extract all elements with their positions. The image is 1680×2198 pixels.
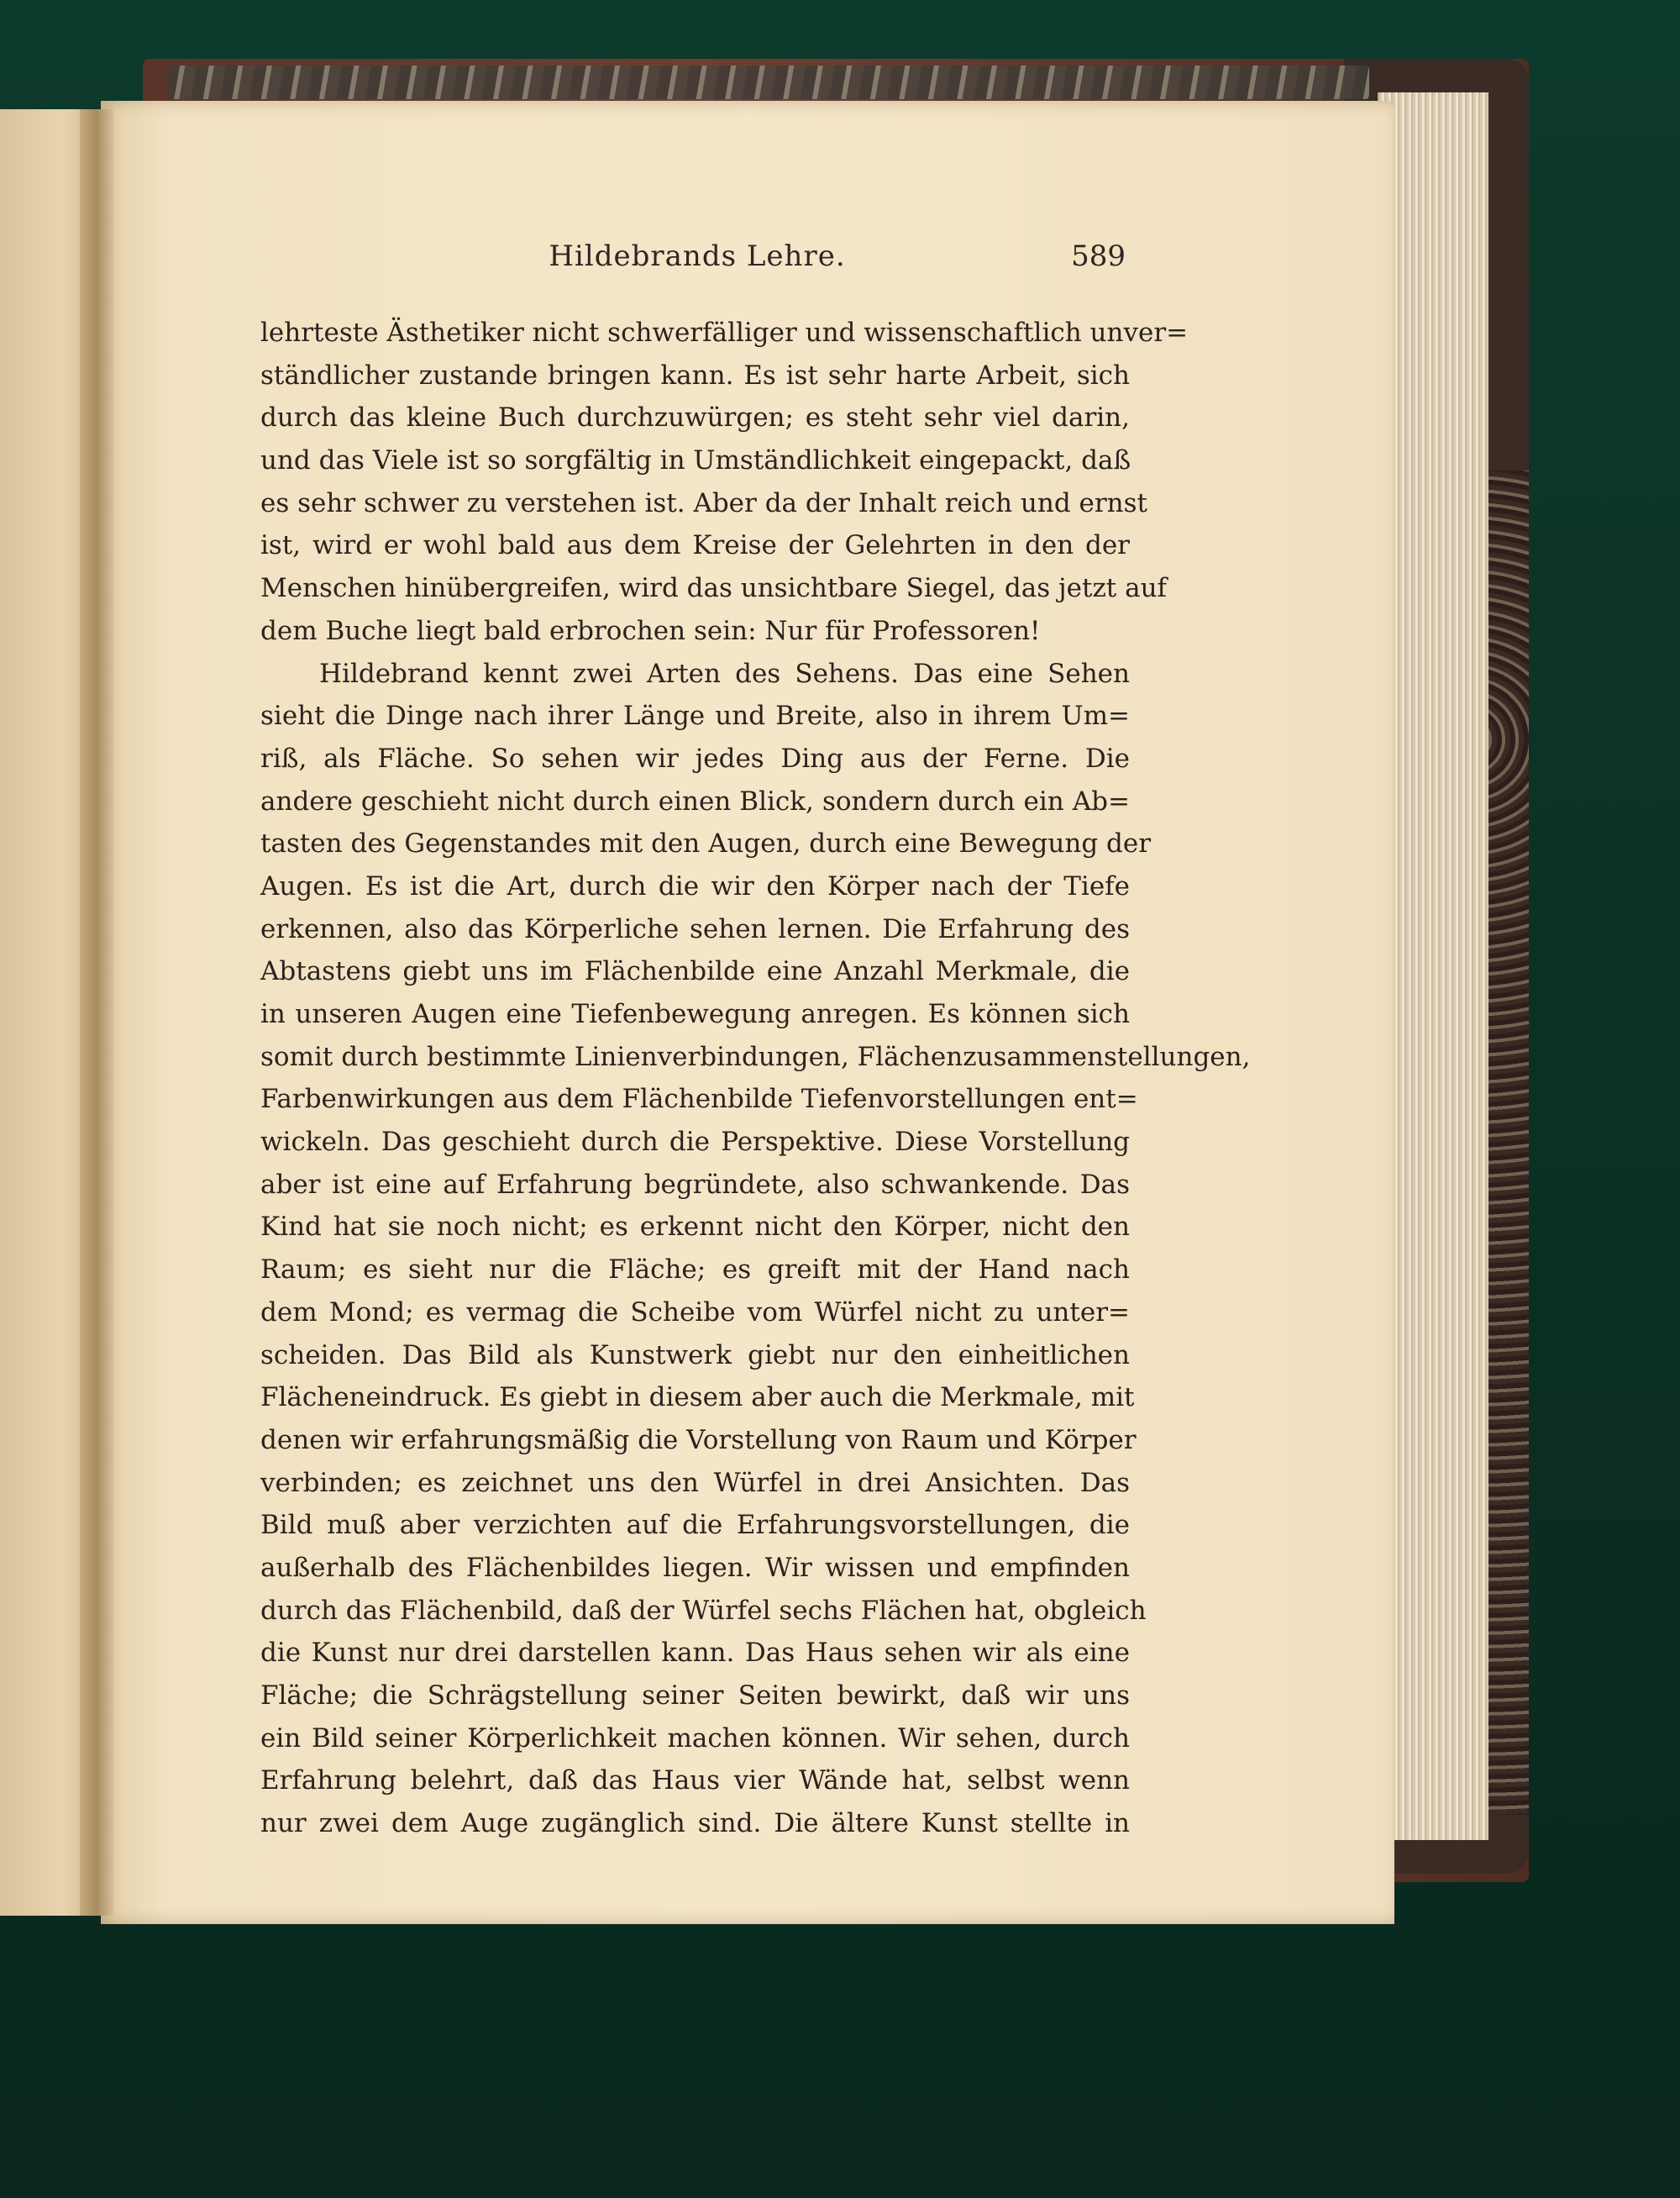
text-line: sieht die Dinge nach ihrer Länge und Breite, also in ihrem Um=: [260, 701, 1130, 732]
text-line: somit durch bestimmte Linienverbindungen, Flächenzusammenstellungen,: [260, 1041, 1251, 1072]
text-line: Farbenwirkungen aus dem Flächenbilde Tiefenvorstellungen ent=: [260, 1084, 1138, 1115]
text-line: riß, als Fläche. So sehen wir jedes Ding aus der Ferne. Die: [260, 743, 1130, 774]
text-line: denen wir erfahrungsmäßig die Vorstellung von Raum und Körper: [260, 1424, 1137, 1455]
text-line: dem Buche liegt bald erbrochen sein: Nur für Professoren!: [260, 615, 1041, 646]
marbled-top-edge: [168, 66, 1369, 99]
text-line: tasten des Gegenstandes mit den Augen, durch eine Bewegung der: [260, 828, 1152, 860]
text-line: nur zwei dem Auge zugänglich sind. Die ältere Kunst stellte in: [260, 1808, 1130, 1839]
text-line: Raum; es sieht nur die Fläche; es greift mit der Hand nach: [260, 1254, 1130, 1286]
text-line: ständlicher zustande bringen kann. Es ist sehr harte Arbeit, sich: [260, 360, 1130, 391]
text-line: es sehr schwer zu verstehen ist. Aber da der Inhalt reich und ernst: [260, 487, 1148, 518]
body-text: [260, 312, 1251, 1845]
text-line: aber ist eine auf Erfahrung begründete, also schwankende. Das: [260, 1169, 1130, 1200]
text-line: dem Mond; es vermag die Scheibe vom Würfel nicht zu unter=: [260, 1296, 1130, 1328]
text-line: in unseren Augen eine Tiefenbewegung anregen. Es können sich: [260, 999, 1130, 1029]
text-line: wickeln. Das geschieht durch die Perspektive. Diese Vorstellung: [260, 1127, 1130, 1158]
book-gutter: [80, 109, 113, 1916]
text-line: außerhalb des Flächenbildes liegen. Wir wissen und empfinden: [260, 1552, 1130, 1583]
text-line: Menschen hinübergreifen, wird das unsichtbare Siegel, das jetzt auf: [260, 573, 1168, 604]
text-line: Fläche; die Schrägstellung seiner Seiten bewirkt, daß wir uns: [260, 1680, 1130, 1711]
page-number: 589: [1071, 239, 1126, 273]
text-line: Abtastens giebt uns im Flächenbilde eine Anzahl Merkmale, die: [260, 956, 1130, 987]
text-line: andere geschieht nicht durch einen Blick, sondern durch ein Ab=: [260, 786, 1130, 817]
text-line: Erfahrung belehrt, daß das Haus vier Wände hat, selbst wenn: [260, 1765, 1130, 1796]
text-line: erkennen, also das Körperliche sehen lernen. Die Erfahrung des: [260, 913, 1130, 944]
text-line: lehrteste Ästhetiker nicht schwerfälliger und wissenschaftlich unver=: [260, 318, 1189, 348]
text-line: Bild muß aber verzichten auf die Erfahrungsvorstellungen, die: [260, 1510, 1130, 1541]
text-line: ein Bild seiner Körperlichkeit machen können. Wir sehen, durch: [260, 1722, 1130, 1754]
running-title: Hildebrands Lehre.: [549, 239, 846, 273]
text-line: ist, wird er wohl bald aus dem Kreise der Gelehrten in den der: [260, 530, 1130, 561]
text-line: scheiden. Das Bild als Kunstwerk giebt nur den einheitlichen: [260, 1339, 1130, 1370]
text-line: die Kunst nur drei darstellen kann. Das Haus sehen wir als eine: [260, 1638, 1130, 1669]
text-line: Flächeneindruck. Es giebt in diesem aber auch die Merkmale, mit: [260, 1382, 1135, 1413]
text-line: durch das kleine Buch durchzuwürgen; es steht sehr viel darin,: [260, 402, 1130, 434]
text-line: Kind hat sie noch nicht; es erkennt nicht den Körper, nicht den: [260, 1212, 1130, 1243]
text-line: durch das Flächenbild, daß der Würfel sechs Flächen hat, obgleich: [260, 1595, 1147, 1626]
text-line: Augen. Es ist die Art, durch die wir den Körper nach der Tiefe: [260, 870, 1130, 902]
text-line: Hildebrand kennt zwei Arten des Sehens. Das eine Sehen: [319, 658, 1130, 689]
text-line: und das Viele ist so sorgfältig in Umständlichkeit eingepackt, daß: [260, 445, 1131, 476]
page-header: [260, 239, 1134, 290]
text-line: verbinden; es zeichnet uns den Würfel in drei Ansichten. Das: [260, 1467, 1130, 1498]
